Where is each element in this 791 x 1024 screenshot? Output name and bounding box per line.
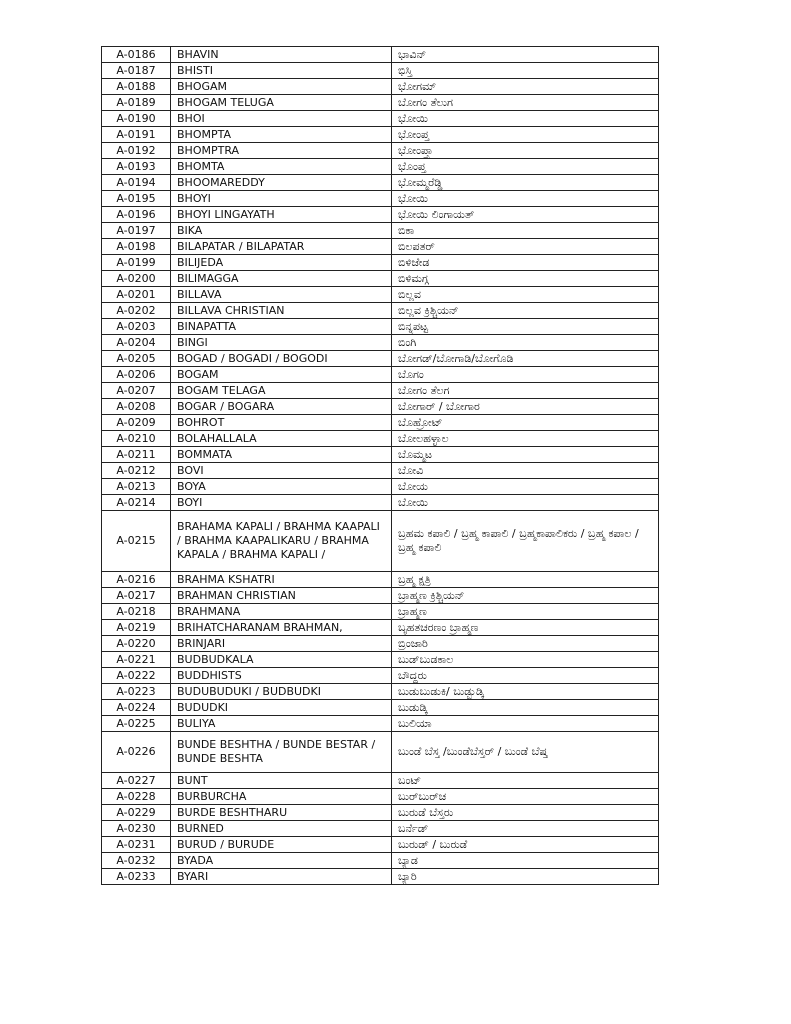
code-cell: A-0188 bbox=[102, 79, 171, 95]
english-name-cell: BINAPATTA bbox=[171, 319, 392, 335]
english-name-cell: BUDUDKI bbox=[171, 700, 392, 716]
code-cell: A-0207 bbox=[102, 383, 171, 399]
code-cell: A-0195 bbox=[102, 191, 171, 207]
kannada-name-cell: ಬುಲಿಯಾ bbox=[392, 716, 659, 732]
english-name-cell: BILLAVA CHRISTIAN bbox=[171, 303, 392, 319]
code-cell: A-0231 bbox=[102, 837, 171, 853]
kannada-name-cell: ಬೋವಿ bbox=[392, 463, 659, 479]
english-name-cell: BHOMTA bbox=[171, 159, 392, 175]
english-name-cell: BURUD / BURUDE bbox=[171, 837, 392, 853]
table-row bbox=[102, 415, 659, 431]
table-row bbox=[102, 853, 659, 869]
kannada-name-cell: ಭೋಯಿ ಲಿಂಗಾಯತ್ bbox=[392, 207, 659, 223]
kannada-name-cell: ಬುರ್‌ಬುರ್‌ಚ bbox=[392, 789, 659, 805]
code-cell: A-0228 bbox=[102, 789, 171, 805]
table-row bbox=[102, 127, 659, 143]
table-row bbox=[102, 367, 659, 383]
kannada-name-cell: ಬುಡ್‌ಬುಡಕಾಲ bbox=[392, 652, 659, 668]
table-row bbox=[102, 111, 659, 127]
english-name-cell: BHOI bbox=[171, 111, 392, 127]
english-name-cell: BOVI bbox=[171, 463, 392, 479]
kannada-name-cell: ಬುಂಡೆ ಬೆಸ್ತ /ಬುಂಡೆಬೆಸ್ತರ್ / ಬುಂಡೆ ಬೆಷ್ತ bbox=[392, 732, 659, 773]
table-row bbox=[102, 511, 659, 572]
table-row bbox=[102, 223, 659, 239]
code-cell: A-0200 bbox=[102, 271, 171, 287]
code-cell: A-0202 bbox=[102, 303, 171, 319]
table-row bbox=[102, 463, 659, 479]
code-cell: A-0217 bbox=[102, 588, 171, 604]
english-name-cell: BOYA bbox=[171, 479, 392, 495]
code-cell: A-0216 bbox=[102, 572, 171, 588]
kannada-name-cell: ಬುಡುಡ್ಕಿ bbox=[392, 700, 659, 716]
code-cell: A-0232 bbox=[102, 853, 171, 869]
table-row bbox=[102, 47, 659, 63]
code-cell: A-0194 bbox=[102, 175, 171, 191]
code-cell: A-0215 bbox=[102, 511, 171, 572]
code-cell: A-0193 bbox=[102, 159, 171, 175]
english-name-cell: BOGAR / BOGARA bbox=[171, 399, 392, 415]
english-name-cell: BURBURCHA bbox=[171, 789, 392, 805]
kannada-name-cell: ಬೋಯಿ bbox=[392, 495, 659, 511]
english-name-cell: BRAHMA KSHATRI bbox=[171, 572, 392, 588]
table-row bbox=[102, 271, 659, 287]
table-row bbox=[102, 684, 659, 700]
english-name-cell: BRAHMANA bbox=[171, 604, 392, 620]
kannada-name-cell: ಬ್ಯಾಡ bbox=[392, 853, 659, 869]
code-cell: A-0227 bbox=[102, 773, 171, 789]
table-row bbox=[102, 805, 659, 821]
code-cell: A-0229 bbox=[102, 805, 171, 821]
kannada-name-cell: ಭೋಂಪ್ತ್ರಾ bbox=[392, 143, 659, 159]
english-name-cell: BRAHAMA KAPALI / BRAHMA KAAPALI / BRAHMA KAAPALIKARU / BRAHMA KAPALA / BRAHMA KAPALI / bbox=[171, 511, 392, 572]
table-row bbox=[102, 716, 659, 732]
english-name-cell: BUNDE BESHTHA / BUNDE BESTAR / BUNDE BESHTA bbox=[171, 732, 392, 773]
english-name-cell: BHOMPTRA bbox=[171, 143, 392, 159]
english-name-cell: BOGAM bbox=[171, 367, 392, 383]
kannada-name-cell: ಬೋಗಡ್/ಬೋಗಾಡಿ/ಬೋಗೊಡಿ bbox=[392, 351, 659, 367]
kannada-name-cell: ಬೋಗಂ ತೆಲಗ bbox=[392, 383, 659, 399]
code-cell: A-0190 bbox=[102, 111, 171, 127]
english-name-cell: BHOOMAREDDY bbox=[171, 175, 392, 191]
table-row bbox=[102, 255, 659, 271]
kannada-name-cell: ಭೋಯಿ bbox=[392, 111, 659, 127]
kannada-name-cell: ಬೊಹ್ರೋಟ್ bbox=[392, 415, 659, 431]
table-row bbox=[102, 789, 659, 805]
english-name-cell: BRINJARI bbox=[171, 636, 392, 652]
kannada-name-cell: ಬ್ರಾಹ್ಮಣ bbox=[392, 604, 659, 620]
kannada-name-cell: ಭಾವಿನ್ bbox=[392, 47, 659, 63]
table-row bbox=[102, 383, 659, 399]
english-name-cell: BHOYI LINGAYATH bbox=[171, 207, 392, 223]
english-name-cell: BURNED bbox=[171, 821, 392, 837]
kannada-name-cell: ಬಿಳಿಮಗ್ಗ bbox=[392, 271, 659, 287]
kannada-name-cell: ಬೋಯ bbox=[392, 479, 659, 495]
code-cell: A-0210 bbox=[102, 431, 171, 447]
english-name-cell: BILIMAGGA bbox=[171, 271, 392, 287]
kannada-name-cell: ಬಿಲ್ಲವ ಕ್ರಿಶ್ಚಿಯನ್ bbox=[392, 303, 659, 319]
kannada-name-cell: ಬ್ರಹ್ಮ ಕ್ಷತ್ರಿ bbox=[392, 572, 659, 588]
table-row bbox=[102, 700, 659, 716]
table-row bbox=[102, 821, 659, 837]
table-row bbox=[102, 668, 659, 684]
code-cell: A-0212 bbox=[102, 463, 171, 479]
table-row bbox=[102, 495, 659, 511]
kannada-name-cell: ಭೋಗಮ್ bbox=[392, 79, 659, 95]
english-name-cell: BUDBUDKALA bbox=[171, 652, 392, 668]
kannada-name-cell: ಭೋಂಪ್ತ bbox=[392, 127, 659, 143]
english-name-cell: BHOGAM TELUGA bbox=[171, 95, 392, 111]
english-name-cell: BRIHATCHARANAM BRAHMAN, bbox=[171, 620, 392, 636]
code-cell: A-0219 bbox=[102, 620, 171, 636]
kannada-name-cell: ಬಿನ್ನಪಟ್ಟ bbox=[392, 319, 659, 335]
kannada-name-cell: ಬೊಮ್ಮಟ bbox=[392, 447, 659, 463]
table-row bbox=[102, 773, 659, 789]
code-cell: A-0204 bbox=[102, 335, 171, 351]
code-cell: A-0226 bbox=[102, 732, 171, 773]
english-name-cell: BHOMPTA bbox=[171, 127, 392, 143]
table-row bbox=[102, 143, 659, 159]
english-name-cell: BYADA bbox=[171, 853, 392, 869]
code-cell: A-0189 bbox=[102, 95, 171, 111]
code-cell: A-0191 bbox=[102, 127, 171, 143]
code-cell: A-0187 bbox=[102, 63, 171, 79]
english-name-cell: BURDE BESHTHARU bbox=[171, 805, 392, 821]
kannada-name-cell: ಭಿಸ್ತಿ bbox=[392, 63, 659, 79]
english-name-cell: BOYI bbox=[171, 495, 392, 511]
code-cell: A-0197 bbox=[102, 223, 171, 239]
code-cell: A-0230 bbox=[102, 821, 171, 837]
kannada-name-cell: ಬೋಲಹಳ್ಳಾಲ bbox=[392, 431, 659, 447]
table-row bbox=[102, 191, 659, 207]
code-cell: A-0213 bbox=[102, 479, 171, 495]
code-cell: A-0214 bbox=[102, 495, 171, 511]
kannada-name-cell: ಬಿಳಿಜೇಡ bbox=[392, 255, 659, 271]
english-name-cell: BOGAD / BOGADI / BOGODI bbox=[171, 351, 392, 367]
code-cell: A-0222 bbox=[102, 668, 171, 684]
english-name-cell: BUNT bbox=[171, 773, 392, 789]
code-cell: A-0221 bbox=[102, 652, 171, 668]
table-row bbox=[102, 447, 659, 463]
kannada-name-cell: ಬ್ರಹಮ ಕಪಾಲಿ / ಬ್ರಹ್ಮ ಕಾಪಾಲಿ / ಬ್ರಹ್ಮಕಾಪಾಲಿಕರು / ಬ್ರಹ್ಮ ಕಪಾಲ / ಬ್ರಹ್ಮ ಕಪಾಲಿ bbox=[392, 511, 659, 572]
kannada-name-cell: ಬುಡುಬುಡುಕಿ/ ಬುಡ್ಬುಡ್ಕಿ bbox=[392, 684, 659, 700]
table-row bbox=[102, 732, 659, 773]
table-row bbox=[102, 63, 659, 79]
caste-list-table bbox=[101, 46, 659, 885]
english-name-cell: BOLAHALLALA bbox=[171, 431, 392, 447]
english-name-cell: BIKA bbox=[171, 223, 392, 239]
table-row bbox=[102, 837, 659, 853]
table-row bbox=[102, 479, 659, 495]
code-cell: A-0220 bbox=[102, 636, 171, 652]
kannada-name-cell: ಬುರುಡ್ / ಬುರುಡೆ bbox=[392, 837, 659, 853]
kannada-name-cell: ಬಿಲಪತರ್ bbox=[392, 239, 659, 255]
code-cell: A-0203 bbox=[102, 319, 171, 335]
table-row bbox=[102, 95, 659, 111]
code-cell: A-0218 bbox=[102, 604, 171, 620]
kannada-name-cell: ಬಿಕಾ bbox=[392, 223, 659, 239]
kannada-name-cell: ಬ್ರಿಂಜಾರಿ bbox=[392, 636, 659, 652]
english-name-cell: BOHROT bbox=[171, 415, 392, 431]
kannada-name-cell: ಬ್ಯಾರಿ bbox=[392, 869, 659, 885]
table-row bbox=[102, 399, 659, 415]
kannada-name-cell: ಬೊಗಂ bbox=[392, 367, 659, 383]
table-row bbox=[102, 207, 659, 223]
code-cell: A-0233 bbox=[102, 869, 171, 885]
english-name-cell: BYARI bbox=[171, 869, 392, 885]
kannada-name-cell: ಬೌದ್ಧರು bbox=[392, 668, 659, 684]
code-cell: A-0201 bbox=[102, 287, 171, 303]
table-row bbox=[102, 620, 659, 636]
code-cell: A-0223 bbox=[102, 684, 171, 700]
code-cell: A-0225 bbox=[102, 716, 171, 732]
code-cell: A-0224 bbox=[102, 700, 171, 716]
english-name-cell: BILAPATAR / BILAPATAR bbox=[171, 239, 392, 255]
table-row bbox=[102, 351, 659, 367]
english-name-cell: BHOYI bbox=[171, 191, 392, 207]
kannada-name-cell: ಬೋಗಾರ್ / ಬೋಗಾರ bbox=[392, 399, 659, 415]
table-row bbox=[102, 239, 659, 255]
english-name-cell: BUDDHISTS bbox=[171, 668, 392, 684]
code-cell: A-0209 bbox=[102, 415, 171, 431]
kannada-name-cell: ಬರ್ನೆಡ್ bbox=[392, 821, 659, 837]
table-row bbox=[102, 303, 659, 319]
code-cell: A-0186 bbox=[102, 47, 171, 63]
kannada-name-cell: ಭೊಂಪ್ತ bbox=[392, 159, 659, 175]
table-row bbox=[102, 431, 659, 447]
kannada-name-cell: ಭೋಯಿ bbox=[392, 191, 659, 207]
table-row bbox=[102, 572, 659, 588]
table-row bbox=[102, 588, 659, 604]
english-name-cell: BHISTI bbox=[171, 63, 392, 79]
kannada-name-cell: ಬೃಹತಚರಣಂ ಬ್ರಾಹ್ಮಣ bbox=[392, 620, 659, 636]
table-row bbox=[102, 636, 659, 652]
table-row bbox=[102, 652, 659, 668]
code-cell: A-0208 bbox=[102, 399, 171, 415]
english-name-cell: BILIJEDA bbox=[171, 255, 392, 271]
english-name-cell: BULIYA bbox=[171, 716, 392, 732]
table-row bbox=[102, 604, 659, 620]
english-name-cell: BUDUBUDUKI / BUDBUDKI bbox=[171, 684, 392, 700]
kannada-name-cell: ಬಂಟ್ bbox=[392, 773, 659, 789]
kannada-name-cell: ಬಿಂಗಿ bbox=[392, 335, 659, 351]
table-row bbox=[102, 159, 659, 175]
kannada-name-cell: ಬುರುಡೆ ಬೆಸ್ತರು bbox=[392, 805, 659, 821]
kannada-name-cell: ಬ್ರಾಹ್ಮಣ ಕ್ರಿಶ್ಚಿಯನ್ bbox=[392, 588, 659, 604]
code-cell: A-0198 bbox=[102, 239, 171, 255]
table-row bbox=[102, 869, 659, 885]
table-row bbox=[102, 287, 659, 303]
english-name-cell: BINGI bbox=[171, 335, 392, 351]
kannada-name-cell: ಭೋಮ್ಮರೆಡ್ಡಿ bbox=[392, 175, 659, 191]
table-row bbox=[102, 175, 659, 191]
table-row bbox=[102, 319, 659, 335]
kannada-name-cell: ಬಿಲ್ಲವ bbox=[392, 287, 659, 303]
english-name-cell: BILLAVA bbox=[171, 287, 392, 303]
table-row bbox=[102, 335, 659, 351]
table-row bbox=[102, 79, 659, 95]
code-cell: A-0205 bbox=[102, 351, 171, 367]
table-body bbox=[102, 47, 659, 885]
code-cell: A-0192 bbox=[102, 143, 171, 159]
code-cell: A-0199 bbox=[102, 255, 171, 271]
code-cell: A-0211 bbox=[102, 447, 171, 463]
english-name-cell: BHAVIN bbox=[171, 47, 392, 63]
english-name-cell: BHOGAM bbox=[171, 79, 392, 95]
code-cell: A-0206 bbox=[102, 367, 171, 383]
kannada-name-cell: ಬೋಗಂ ತೆಲುಗ bbox=[392, 95, 659, 111]
code-cell: A-0196 bbox=[102, 207, 171, 223]
english-name-cell: BOGAM TELAGA bbox=[171, 383, 392, 399]
english-name-cell: BRAHMAN CHRISTIAN bbox=[171, 588, 392, 604]
english-name-cell: BOMMATA bbox=[171, 447, 392, 463]
